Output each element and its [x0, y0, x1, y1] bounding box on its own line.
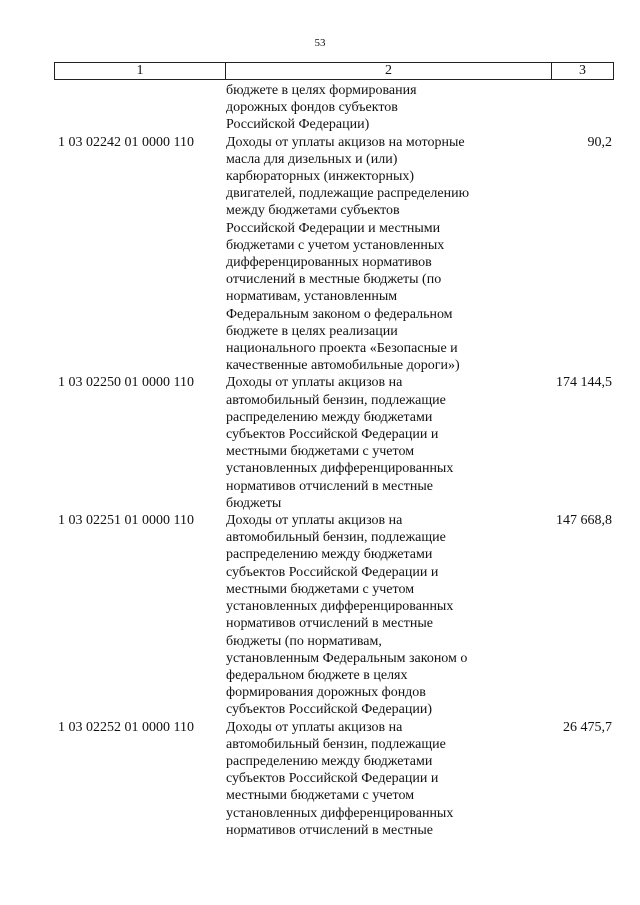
description-line: Доходы от уплаты акцизов на — [226, 513, 403, 529]
description-line: бюджете в целях реализации — [226, 323, 398, 339]
column-header-3: 3 — [579, 63, 586, 78]
description-line: местными бюджетами с учетом — [226, 788, 415, 804]
description-line: Доходы от уплаты акцизов на — [226, 375, 403, 391]
description-line: бюджеты (по нормативам, — [226, 633, 382, 649]
amount-value: 90,2 — [587, 134, 612, 150]
description-line: Федеральным законом о федеральном — [226, 306, 453, 322]
description-line: бюджетами с учетом установленных — [226, 237, 445, 253]
description-line: автомобильный бензин, подлежащие — [226, 530, 446, 546]
revenue-description — [226, 82, 498, 134]
table-row — [54, 512, 614, 718]
revenue-description — [226, 374, 498, 512]
description-line: нормативов отчислений в местные — [226, 616, 433, 632]
description-line: автомобильный бензин, подлежащие — [226, 736, 446, 752]
description-line: Российской Федерации и местными — [226, 220, 441, 236]
description-line: субъектов Российской Федерации и — [226, 427, 439, 443]
description-line: Доходы от уплаты акцизов на — [226, 719, 403, 735]
table-row — [54, 134, 614, 375]
amount-value: 26 475,7 — [563, 719, 612, 735]
description-line: между бюджетами субъектов — [226, 203, 400, 219]
description-line: Российской Федерации) — [226, 117, 370, 133]
description-line: нормативам, установленным — [226, 289, 398, 305]
description-line: двигателей, подлежащие распределению — [226, 186, 470, 202]
description-line: субъектов Российской Федерации) — [226, 702, 433, 718]
description-line: автомобильный бензин, подлежащие — [226, 392, 446, 408]
table-row — [54, 82, 614, 134]
description-line: установленных дифференцированных — [226, 461, 454, 477]
amount-value: 147 668,8 — [556, 513, 612, 529]
description-line: бюджеты — [226, 495, 282, 511]
table-header — [54, 62, 614, 80]
description-line: отчислений в местные бюджеты (по — [226, 272, 442, 288]
revenue-description — [226, 512, 498, 718]
page-number: 53 — [314, 37, 326, 49]
budget-code: 1 03 02242 01 0000 110 — [58, 134, 194, 150]
description-line: установленных дифференцированных — [226, 805, 454, 821]
column-header-1: 1 — [55, 63, 226, 79]
description-line: установленных дифференцированных — [226, 599, 454, 615]
description-line: федеральном бюджете в целях — [226, 667, 408, 683]
revenue-description — [226, 134, 498, 375]
description-line: качественные автомобильные дороги») — [226, 358, 460, 374]
description-line: бюджете в целях формирования — [226, 83, 417, 98]
description-line: карбюраторных (инжекторных) — [226, 169, 415, 185]
description-line: нормативов отчислений в местные — [226, 478, 433, 494]
revenue-description — [226, 719, 498, 839]
amount-value: 174 144,5 — [556, 375, 612, 391]
description-line: установленным Федеральным законом о — [226, 650, 468, 666]
table-body — [54, 80, 614, 839]
budget-code: 1 03 02251 01 0000 110 — [58, 513, 194, 529]
description-line: дорожных фондов субъектов — [226, 100, 398, 116]
table-row — [54, 374, 614, 512]
description-line: формирования дорожных фондов — [226, 685, 426, 701]
table-row — [54, 719, 614, 839]
description-line: распределению между бюджетами — [226, 547, 433, 563]
description-line: дифференцированных нормативов — [226, 255, 432, 271]
budget-code: 1 03 02252 01 0000 110 — [58, 719, 194, 735]
description-line: Доходы от уплаты акцизов на моторные — [226, 134, 465, 150]
description-line: субъектов Российской Федерации и — [226, 771, 439, 787]
description-line: распределению между бюджетами — [226, 409, 433, 425]
description-line: местными бюджетами с учетом — [226, 444, 415, 460]
description-line: субъектов Российской Федерации и — [226, 564, 439, 580]
description-line: нормативов отчислений в местные — [226, 822, 433, 838]
description-line: местными бюджетами с учетом — [226, 581, 415, 597]
description-line: масла для дизельных и (или) — [226, 151, 398, 167]
column-header-2: 2 — [226, 63, 552, 79]
budget-code: 1 03 02250 01 0000 110 — [58, 375, 194, 391]
description-line: распределению между бюджетами — [226, 753, 433, 769]
description-line: национального проекта «Безопасные и — [226, 341, 458, 357]
